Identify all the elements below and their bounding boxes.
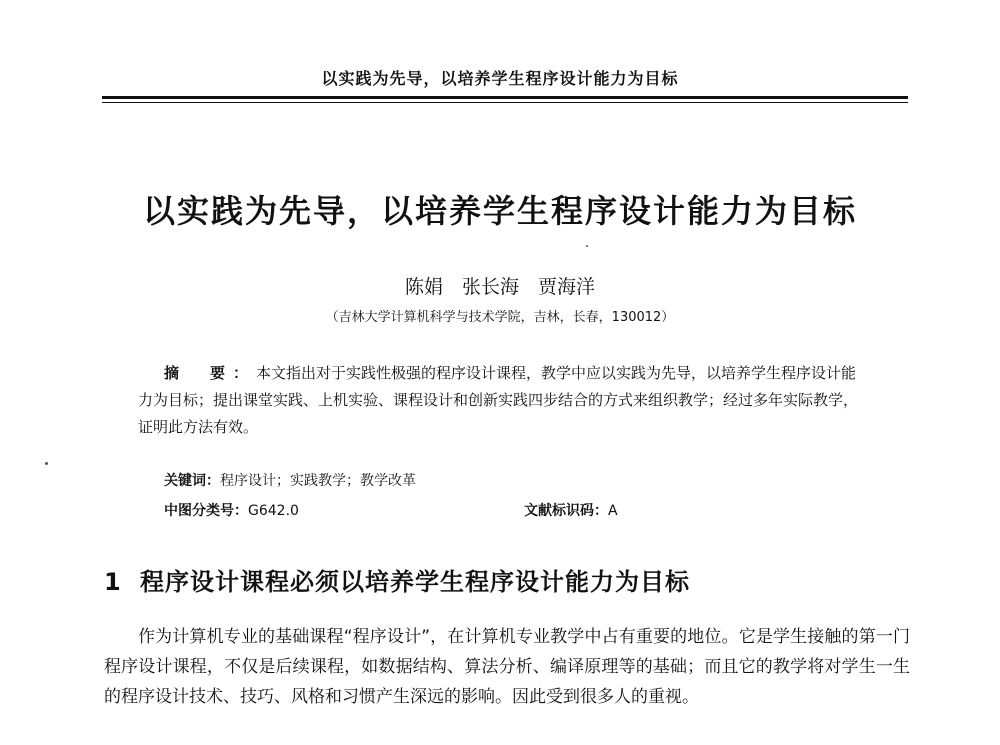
affiliation: （吉林大学计算机科学与技术学院，吉林，长春，130012） [325,310,675,325]
document-code [524,500,618,520]
abstract-label: 摘 要： [164,364,257,382]
keywords-label: 关键词： [164,473,220,489]
abstract-text: 本文指出对于实践性极强的程序设计课程，教学中应以实践为先导，以培养学生程序设计能力为目标；提出课堂实践、上机实验、课程设计和创新实践四步结合的方式来组织教学；经过多年实际教学，证明此方法有效。 [138,364,859,436]
section-title: 程序设计课程必须以培养学生程序设计能力为目标 [140,568,690,596]
abstract [138,360,870,441]
scan-speck [45,462,48,465]
body-paragraph: 作为计算机专业的基础课程“程序设计”，在计算机专业教学中占有重要的地位。它是学生接触的第一门程序设计课程，不仅是后续课程，如数据结构、算法分析、编译原理等的基础；而且它的教学将对学生一生的程序设计技术、技巧、风格和习惯产生深远的影响。因此受到很多人的重视。 [104,627,910,707]
paper-title: 以实践为先导，以培养学生程序设计能力为目标 [142,192,857,230]
section-number: 1 [104,568,122,596]
header-rule-thick [102,96,908,99]
clc-value: G642.0 [248,503,299,519]
running-header: 以实践为先导，以培养学生程序设计能力为目标 [321,69,679,88]
clc-label: 中图分类号： [164,503,248,519]
classification-row [164,500,864,520]
authors: 陈娟 张长海 贾海洋 [404,276,595,298]
doc-label: 文献标识码： [524,503,608,519]
keywords [164,470,416,490]
section-heading [104,562,690,597]
keywords-text: 程序设计；实践教学；教学改革 [220,473,416,489]
doc-value: A [608,503,618,519]
header-rule-thin [102,102,908,103]
scan-speck [586,245,588,247]
